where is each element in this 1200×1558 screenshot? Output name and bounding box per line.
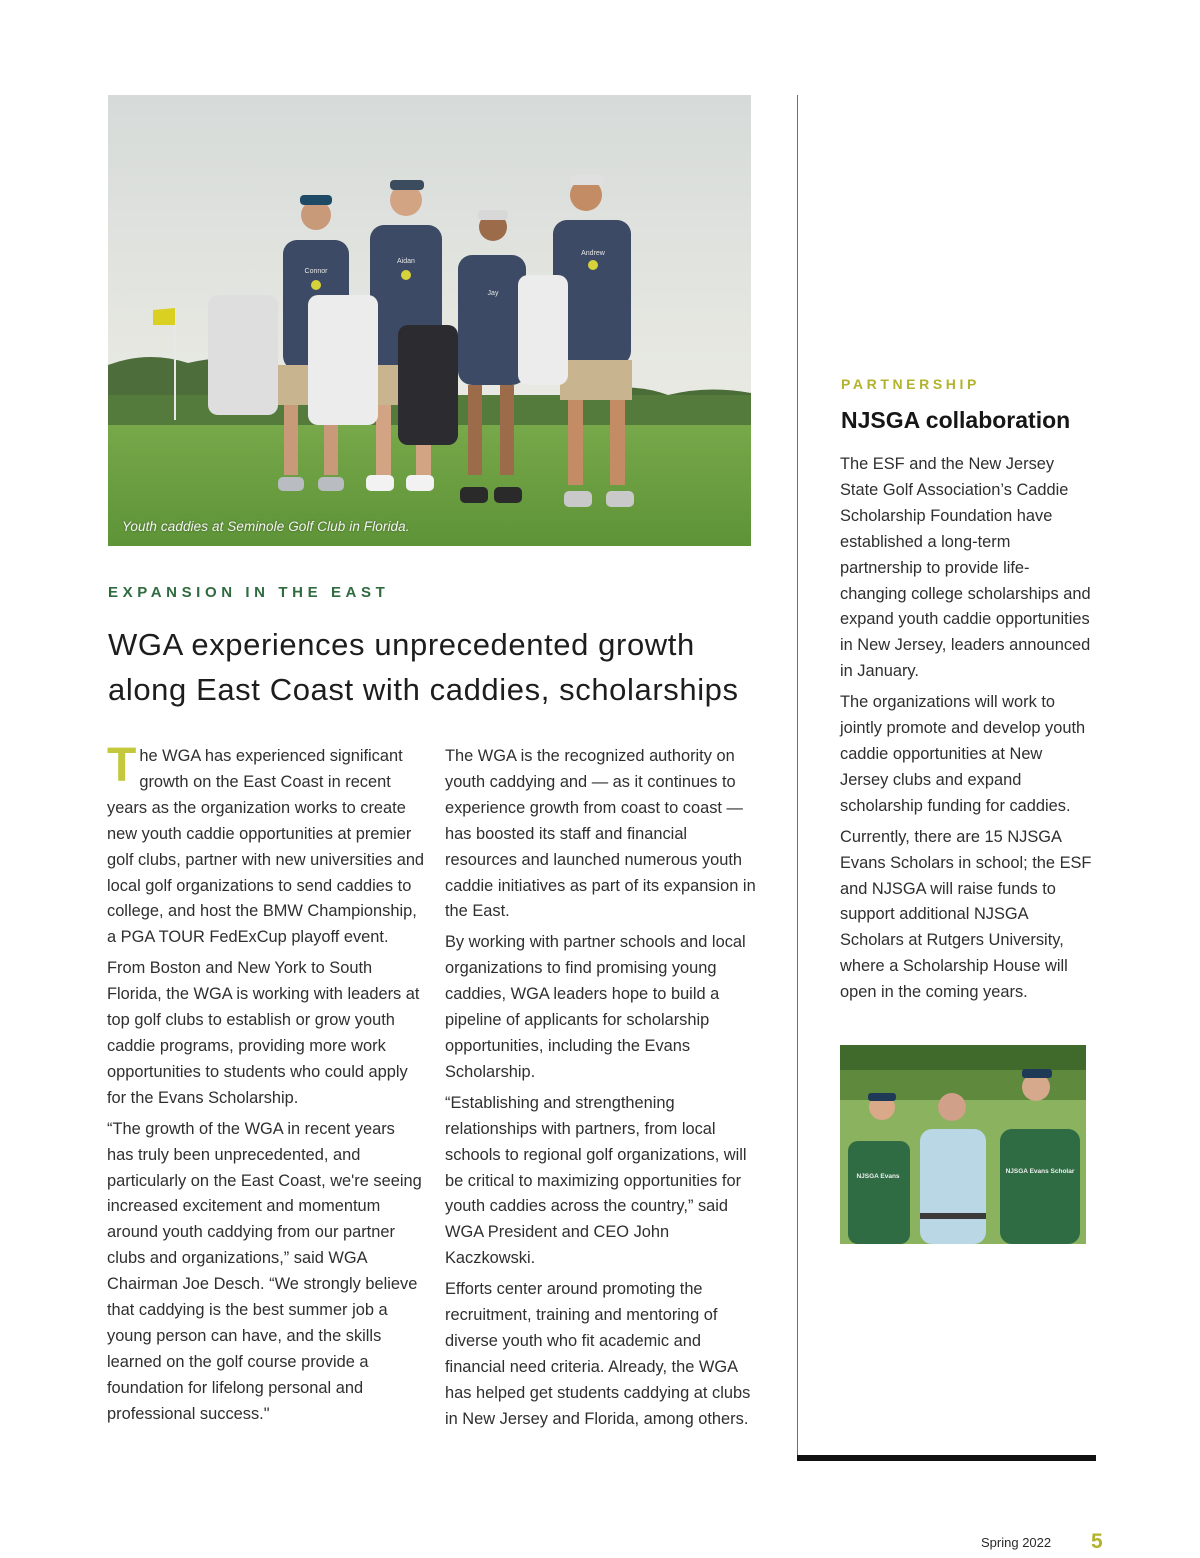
footer-issue: Spring 2022 — [981, 1535, 1052, 1550]
photo-caption: Youth caddies at Seminole Golf Club in Florida. — [122, 519, 410, 534]
article-column-2 — [445, 744, 763, 1438]
paragraph: Currently, there are 15 NJSGA Evans Scholars in school; the ESF and NJSGA will raise funds to support additional NJSGA Scholars at Rutgers University, where a Scholarship House will open in the coming years. — [840, 827, 1092, 1002]
paragraph: “The growth of the WGA in recent years has truly been unprecedented, and particularly on the East Coast, we're seeing increased excitement and momentum around youth caddying from our partner clubs and organizations,” said WGA Chairman Joe Desch. “We strongly believe that caddying is the best summer job a young person can have, and the skills learned on the golf course provide a foundation for lifelong personal and professional success." — [107, 1119, 422, 1423]
paragraph: The ESF and the New Jersey State Golf Association’s Caddie Scholarship Foundation have established a long-term partnership to provide life-changing college scholarships and expand youth caddie opportunities in New Jersey, leaders announced in January. — [840, 455, 1091, 681]
bib-name-4: Andrew — [581, 250, 605, 257]
paragraph — [107, 739, 425, 951]
paragraph: From Boston and New York to South Florida, the WGA is working with leaders at top golf clubs to establish or grow youth caddie programs, providing more work opportunities to students who could apply for the Evans Scholarship. — [107, 959, 420, 1107]
article-column-1 — [107, 739, 425, 1433]
headline-line-2: along East Coast with caddies, scholarships — [108, 672, 739, 707]
paragraph: By working with partner schools and local organizations to find promising young caddies, WGA leaders hope to build a pipeline of applicants for scholarship opportunities, including the Evans Scholarship. — [445, 933, 746, 1081]
paragraph: “Establishing and strengthening relationships with partners, from local schools to regional golf organizations, will be critical to maximizing opportunities for youth caddies across the country,” said WGA President and CEO John Kaczkowski. — [445, 1093, 747, 1268]
njsga-photo-illustration — [840, 1045, 1086, 1244]
page-number: 5 — [1091, 1530, 1103, 1553]
photo-bib-right: NJSGA Evans Scholar — [1005, 1168, 1075, 1175]
paragraph-text: he WGA has experienced significant growth on the East Coast in recent years as the organization works to create new youth caddie opportunities at premier golf clubs, partner with new universities and local golf organizations to send caddies to college, and host the BMW Championship, a PGA TOUR FedExCup playoff event. — [107, 747, 425, 947]
sidebar-bottom-rule — [797, 1455, 1096, 1461]
sidebar-body — [840, 452, 1092, 1011]
sidebar-kicker: PARTNERSHIP — [841, 376, 980, 392]
article-headline — [108, 622, 768, 712]
sidebar-photo — [840, 1045, 1086, 1244]
drop-cap: T — [107, 739, 137, 792]
bib-name-2: Aidan — [397, 258, 415, 265]
bib-name-3: Jay — [487, 290, 499, 297]
sidebar-divider — [797, 95, 798, 1461]
caddies-photo-illustration — [108, 95, 751, 546]
bib-name-1: Connor — [304, 268, 328, 275]
photo-bib-left: NJSGA Evans — [856, 1173, 900, 1180]
headline-line-1: WGA experiences unprecedented growth — [108, 627, 695, 662]
main-photo — [108, 95, 751, 546]
paragraph: Efforts center around promoting the recruitment, training and mentoring of diverse youth who fit academic and financial need criteria. Already, the WGA has helped get students caddying at clubs in New Jersey and Florida, among others. — [445, 1280, 751, 1428]
paragraph: The organizations will work to jointly promote and develop youth caddie opportunities at New Jersey clubs and expand scholarship funding for caddies. — [840, 693, 1086, 815]
section-kicker: EXPANSION IN THE EAST — [108, 584, 390, 601]
paragraph: The WGA is the recognized authority on youth caddying and — as it continues to experience growth from coast to coast — has boosted its staff and financial resources and launched numerous youth caddie initiatives as part of its expansion in the East. — [445, 747, 756, 921]
sidebar-title: NJSGA collaboration — [841, 407, 1071, 433]
